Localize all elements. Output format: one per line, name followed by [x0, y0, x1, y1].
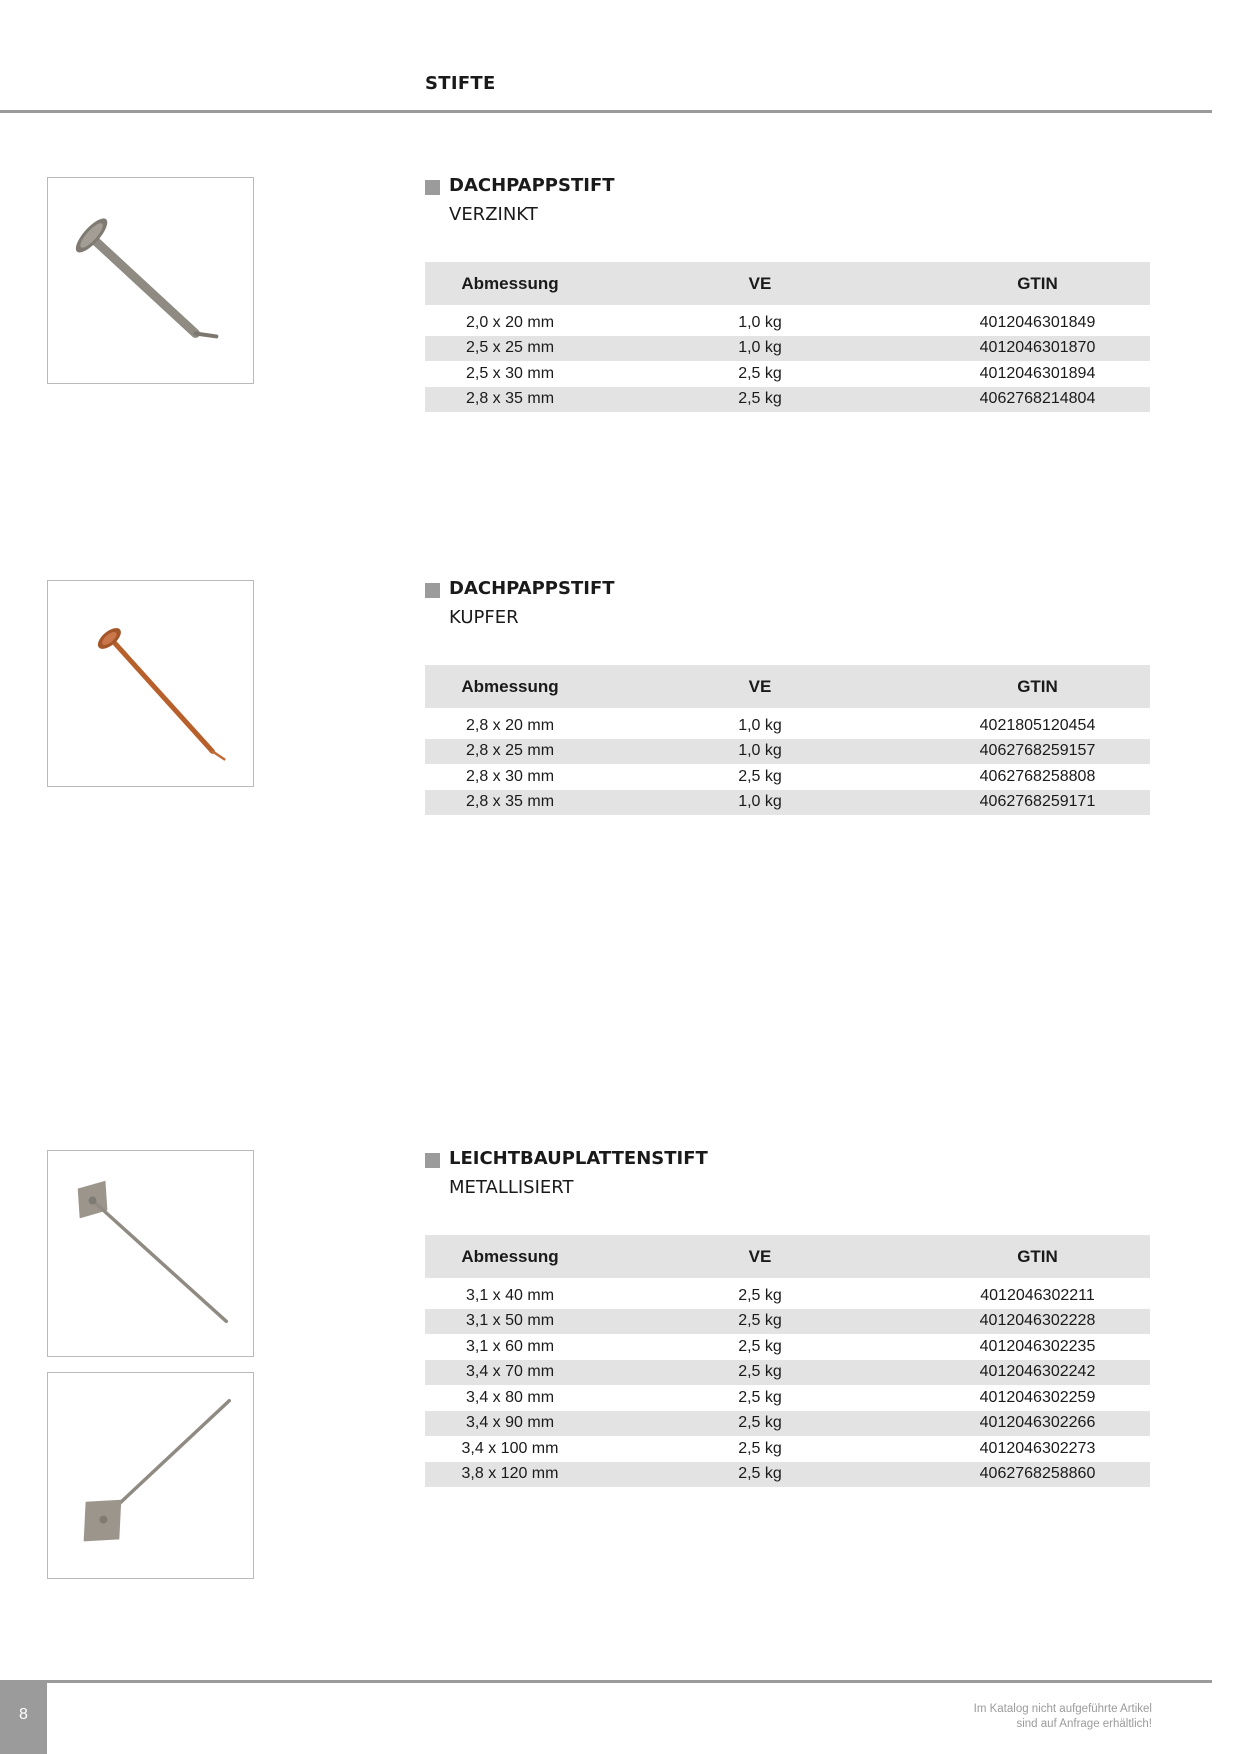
section-subtitle: KUPFER: [449, 607, 519, 628]
lightweight-board-nail-image-angle: [48, 1373, 253, 1578]
column-header-ve: VE: [595, 1235, 925, 1281]
copper-nail-image: [48, 581, 253, 786]
table-row: [425, 1309, 1150, 1335]
cell-gtin: 4012046301849: [979, 313, 1096, 331]
column-header-dimension: Abmessung: [425, 665, 595, 711]
cell-ve: 1,0 kg: [595, 790, 925, 816]
cell-ve: 2,5 kg: [595, 1462, 925, 1488]
cell-dimension: 2,5 x 25 mm: [425, 336, 595, 362]
cell-dimension: 2,8 x 20 mm: [465, 716, 555, 734]
cell-dimension: 2,8 x 35 mm: [425, 790, 595, 816]
table-row: [425, 1334, 1150, 1360]
table-row: [425, 1411, 1150, 1437]
cell-ve: 2,5 kg: [738, 1286, 782, 1304]
column-header-dimension: Abmessung: [425, 262, 595, 308]
cell-dimension: 2,5 x 30 mm: [465, 364, 555, 382]
section-title: DACHPAPPSTIFT: [449, 578, 615, 599]
footer-note-line-1: Im Katalog nicht aufgeführte Artikel: [973, 1703, 1152, 1715]
cell-dimension: 3,4 x 90 mm: [425, 1411, 595, 1437]
cell-gtin: 4012046302242: [925, 1360, 1150, 1386]
cell-ve: 2,5 kg: [738, 1388, 782, 1406]
cell-gtin: 4062768258860: [925, 1462, 1150, 1488]
product-section-lightweight-board-nail: [425, 1148, 1152, 1483]
cell-gtin: 4012046301894: [979, 364, 1096, 382]
cell-ve: 1,0 kg: [595, 336, 925, 362]
cell-dimension: 3,4 x 80 mm: [465, 1388, 555, 1406]
column-header-ve: VE: [595, 665, 925, 711]
table-row: [425, 711, 1150, 739]
cell-gtin: 4021805120454: [979, 716, 1096, 734]
table-row: [425, 1360, 1150, 1386]
cell-ve: 1,0 kg: [595, 739, 925, 765]
cell-ve: 2,5 kg: [738, 364, 782, 382]
section-bullet-icon: [425, 1153, 440, 1168]
cell-gtin: 4062768259157: [925, 739, 1150, 765]
product-photo-roofing-nail-galvanized: [47, 177, 254, 384]
table-row: [425, 739, 1150, 765]
cell-gtin: 4012046301870: [925, 336, 1150, 362]
lightweight-board-nail-image: [48, 1151, 253, 1356]
table-row: [425, 1436, 1150, 1462]
cell-gtin: 4062768259171: [925, 790, 1150, 816]
cell-dimension: 3,1 x 60 mm: [465, 1337, 555, 1355]
cell-ve: 1,0 kg: [738, 313, 782, 331]
column-header-ve: VE: [595, 262, 925, 308]
table-row: [425, 790, 1150, 816]
table-row: [425, 336, 1150, 362]
cell-gtin: 4012046302211: [980, 1286, 1095, 1304]
product-photo-lightweight-board-nail-2: [47, 1372, 254, 1579]
cell-dimension: 3,1 x 50 mm: [425, 1309, 595, 1335]
section-title: DACHPAPPSTIFT: [449, 175, 615, 196]
product-photo-roofing-nail-copper: [47, 580, 254, 787]
cell-dimension: 3,4 x 100 mm: [461, 1439, 559, 1457]
column-header-gtin: GTIN: [925, 1235, 1150, 1281]
spec-table: [425, 665, 1150, 815]
section-subtitle: METALLISIERT: [449, 1177, 574, 1198]
column-header-gtin: GTIN: [925, 262, 1150, 308]
cell-dimension: 2,8 x 35 mm: [425, 387, 595, 413]
cell-ve: 2,5 kg: [738, 1439, 782, 1457]
cell-dimension: 3,8 x 120 mm: [425, 1462, 595, 1488]
column-header-dimension: Abmessung: [425, 1235, 595, 1281]
footer-divider: [0, 1680, 1212, 1683]
table-row: [425, 764, 1150, 790]
section-bullet-icon: [425, 180, 440, 195]
cell-dimension: 3,4 x 70 mm: [425, 1360, 595, 1386]
cell-ve: 2,5 kg: [595, 1360, 925, 1386]
product-section-roofing-nail-galvanized: [425, 175, 1152, 408]
cell-ve: 2,5 kg: [595, 1411, 925, 1437]
section-subtitle: VERZINKT: [449, 204, 538, 225]
product-section-roofing-nail-copper: [425, 578, 1152, 811]
cell-gtin: 4012046302235: [979, 1337, 1096, 1355]
header-divider: [0, 110, 1212, 113]
cell-ve: 1,0 kg: [738, 716, 782, 734]
cell-gtin: 4012046302259: [979, 1388, 1096, 1406]
table-row: [425, 1385, 1150, 1411]
product-photo-lightweight-board-nail-1: [47, 1150, 254, 1357]
cell-ve: 2,5 kg: [595, 387, 925, 413]
footer-note-line-2: sind auf Anfrage erhältlich!: [1016, 1718, 1152, 1730]
galvanized-nail-image: [48, 178, 253, 383]
cell-gtin: 4012046302228: [925, 1309, 1150, 1335]
cell-gtin: 4062768214804: [925, 387, 1150, 413]
table-row: [425, 361, 1150, 387]
table-row: [425, 1281, 1150, 1309]
cell-dimension: 2,0 x 20 mm: [465, 313, 555, 331]
table-row: [425, 387, 1150, 413]
table-row: [425, 308, 1150, 336]
section-bullet-icon: [425, 583, 440, 598]
spec-table: [425, 262, 1150, 412]
page-title: STIFTE: [425, 73, 496, 94]
cell-gtin: 4062768258808: [979, 767, 1096, 785]
page-number: 8: [0, 1683, 47, 1754]
cell-ve: 2,5 kg: [738, 1337, 782, 1355]
column-header-gtin: GTIN: [925, 665, 1150, 711]
cell-ve: 2,5 kg: [738, 767, 782, 785]
cell-gtin: 4012046302273: [979, 1439, 1096, 1457]
cell-dimension: 3,1 x 40 mm: [465, 1286, 555, 1304]
table-row: [425, 1462, 1150, 1488]
cell-ve: 2,5 kg: [595, 1309, 925, 1335]
cell-dimension: 2,8 x 25 mm: [425, 739, 595, 765]
section-title: LEICHTBAUPLATTENSTIFT: [449, 1148, 708, 1169]
cell-gtin: 4012046302266: [925, 1411, 1150, 1437]
cell-dimension: 2,8 x 30 mm: [465, 767, 555, 785]
footer-note: [974, 1702, 1152, 1732]
spec-table: [425, 1235, 1150, 1487]
